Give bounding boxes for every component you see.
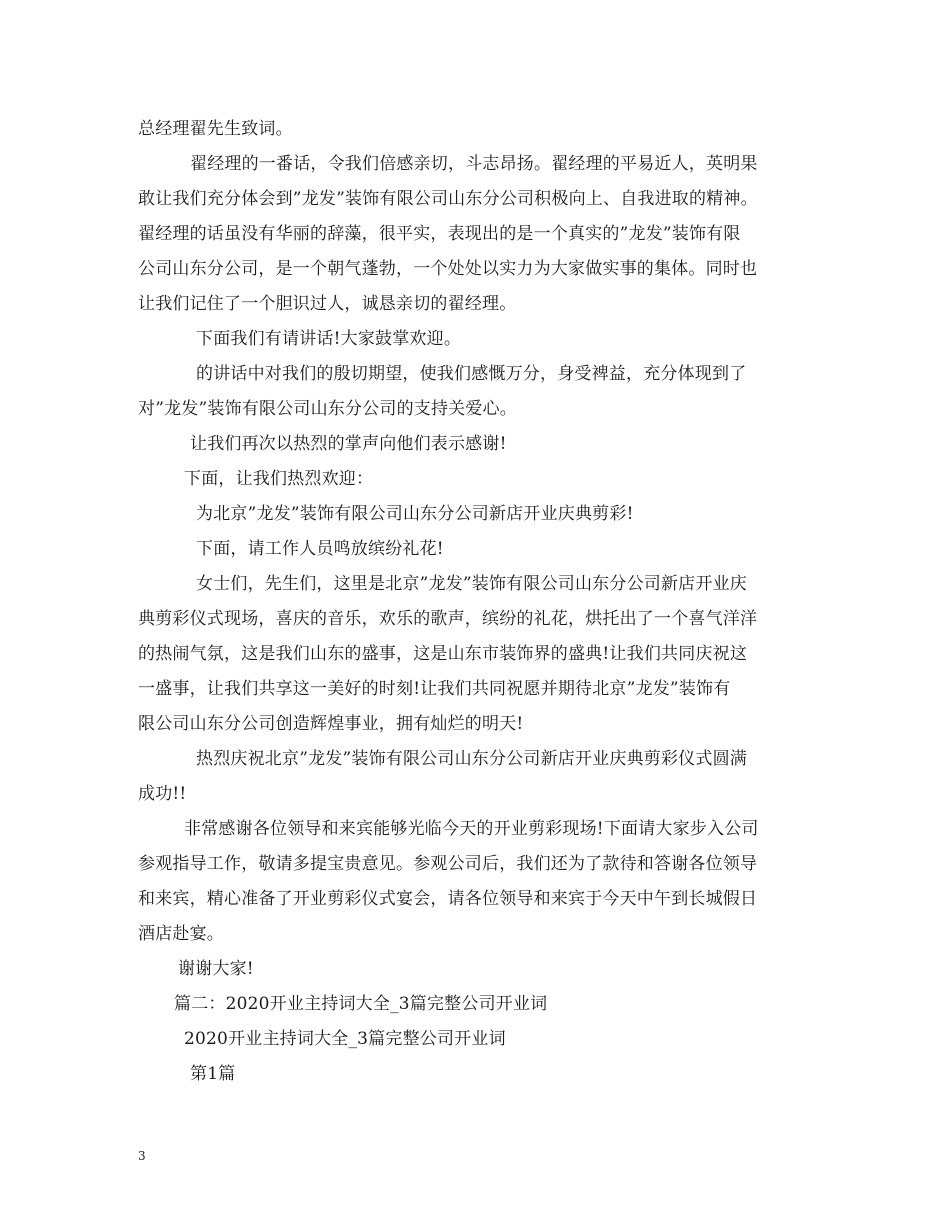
text-line: 敢让我们充分体会到”龙发”装饰有限公司山东分公司积极向上、自我进取的精神。	[138, 189, 758, 209]
text-line: 下面，让我们热烈欢迎：	[184, 469, 374, 489]
section-subheading: 2020开业主持词大全_3篇完整公司开业词	[184, 1029, 506, 1049]
text-line: 让我们记住了一个胆识过人，诚恳亲切的翟经理。	[138, 294, 517, 314]
text-line: 成功!!	[138, 784, 187, 804]
text-line: 酒店赴宴。	[138, 924, 224, 944]
text-line: 让我们再次以热烈的掌声向他们表示感谢!	[190, 434, 507, 454]
section-heading: 篇二：2020开业主持词大全_3篇完整公司开业词	[174, 994, 548, 1014]
text-line: 谢谢大家!	[178, 959, 254, 979]
page-number: 3	[138, 1149, 146, 1163]
text-line: 典剪彩仪式现场，喜庆的音乐，欢乐的歌声，缤纷的礼花，烘托出了一个喜气洋洋	[138, 609, 758, 629]
text-line: 对”龙发”装饰有限公司山东分公司的支持关爱心。	[138, 399, 517, 419]
text-line: 参观指导工作，敬请多提宝贵意见。参观公司后，我们还为了款待和答谢各位领导	[138, 854, 758, 874]
chapter-label: 第1篇	[190, 1064, 236, 1084]
text-line: 非常感谢各位领导和来宾能够光临今天的开业剪彩现场!下面请大家步入公司	[184, 819, 759, 839]
text-line: 一盛事，让我们共享这一美好的时刻!让我们共同祝愿并期待北京”龙发”装饰有	[138, 679, 731, 699]
body-text	[138, 112, 828, 1092]
text-line: 总经理翟先生致词。	[138, 119, 293, 139]
text-line: 翟经理的一番话，令我们倍感亲切，斗志昂扬。翟经理的平易近人，英明果	[190, 154, 758, 174]
text-line: 热烈庆祝北京”龙发”装饰有限公司山东分公司新店开业庆典剪彩仪式圆满	[196, 749, 747, 769]
text-line: 和来宾，精心准备了开业剪彩仪式宴会，请各位领导和来宾于今天中午到长城假日	[138, 889, 758, 909]
text-line: 下面我们有请讲话!大家鼓掌欢迎。	[196, 329, 462, 349]
text-line: 下面，请工作人员鸣放缤纷礼花!	[196, 539, 444, 559]
text-line: 为北京”龙发”装饰有限公司山东分公司新店开业庆典剪彩!	[196, 504, 634, 524]
text-line: 翟经理的话虽没有华丽的辞藻，很平实，表现出的是一个真实的”龙发”装饰有限	[138, 224, 741, 244]
text-line: 的热闹气氛，这是我们山东的盛事，这是山东市装饰界的盛典!让我们共同庆祝这	[138, 644, 748, 664]
text-line: 女士们，先生们，这里是北京”龙发”装饰有限公司山东分公司新店开业庆	[196, 574, 747, 594]
text-line: 限公司山东分公司创造辉煌事业，拥有灿烂的明天!	[138, 714, 524, 734]
text-line: 公司山东分公司，是一个朝气蓬勃，一个处处以实力为大家做实事的集体。同时也	[138, 259, 758, 279]
text-line: 的讲话中对我们的殷切期望，使我们感慨万分，身受裨益，充分体现到了	[196, 364, 747, 384]
